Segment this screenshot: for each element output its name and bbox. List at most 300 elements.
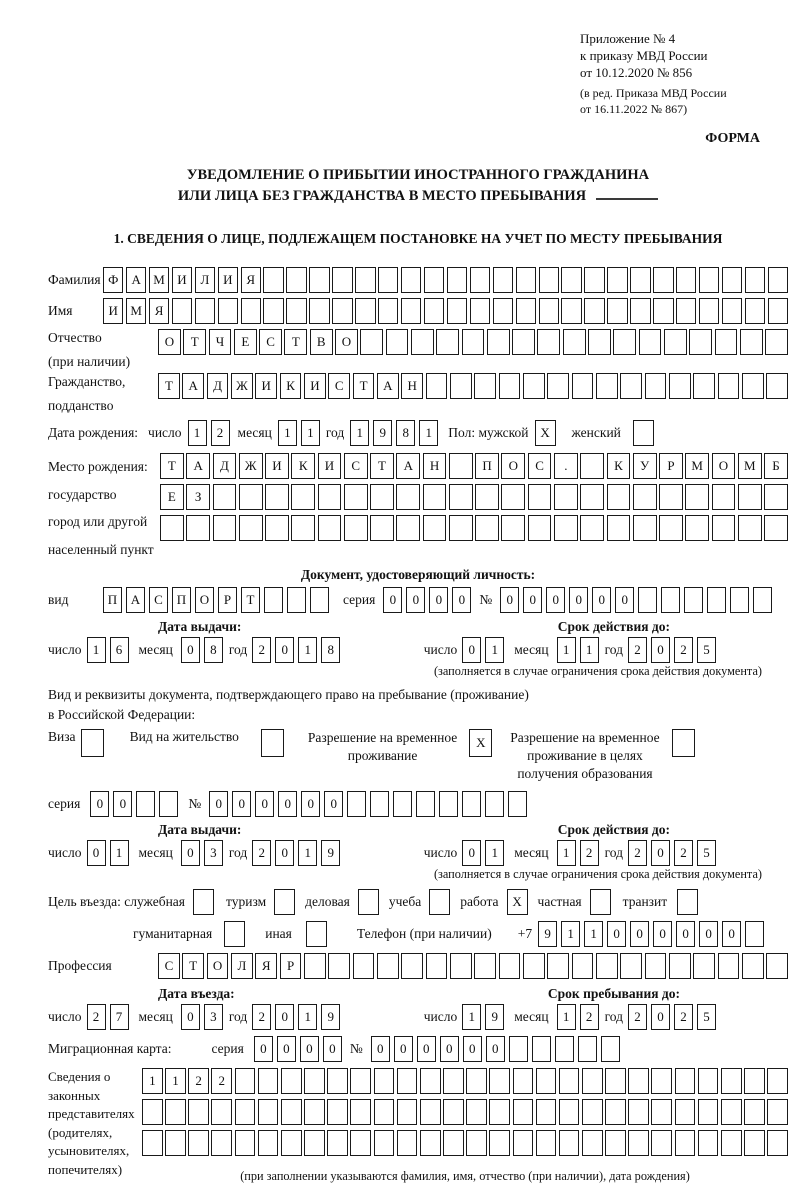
form-cell[interactable]: [523, 373, 545, 399]
form-cell[interactable]: А: [182, 373, 204, 399]
form-cell[interactable]: [745, 267, 765, 293]
form-cell[interactable]: [281, 1130, 302, 1156]
form-cell[interactable]: [309, 298, 329, 324]
form-cell[interactable]: 0: [462, 840, 481, 866]
form-cell[interactable]: 0: [630, 921, 649, 947]
form-cell[interactable]: 0: [371, 1036, 390, 1062]
form-cell[interactable]: [142, 1099, 163, 1125]
form-cell[interactable]: [764, 515, 788, 541]
form-cell[interactable]: [721, 1099, 742, 1125]
form-cell[interactable]: 2: [628, 840, 647, 866]
form-cell[interactable]: 5: [697, 840, 716, 866]
form-cell[interactable]: [489, 1130, 510, 1156]
form-cell[interactable]: 2: [211, 420, 230, 446]
form-cell[interactable]: [572, 953, 594, 979]
form-cell[interactable]: А: [186, 453, 210, 479]
form-cell[interactable]: [605, 1068, 626, 1094]
form-cell[interactable]: [466, 1099, 487, 1125]
form-cell[interactable]: [401, 953, 423, 979]
form-cell[interactable]: [350, 1130, 371, 1156]
form-cell[interactable]: [684, 587, 703, 613]
form-cell[interactable]: [712, 484, 736, 510]
form-cell[interactable]: [718, 953, 740, 979]
form-cell[interactable]: 0: [87, 840, 106, 866]
form-cell[interactable]: 0: [383, 587, 402, 613]
form-cell[interactable]: [211, 1099, 232, 1125]
form-cell[interactable]: [675, 1099, 696, 1125]
form-cell[interactable]: Е: [160, 484, 184, 510]
form-cell[interactable]: Т: [370, 453, 394, 479]
form-cell[interactable]: [396, 484, 420, 510]
form-cell[interactable]: [744, 1099, 765, 1125]
form-cell[interactable]: [332, 298, 352, 324]
form-cell[interactable]: [718, 373, 740, 399]
form-cell[interactable]: А: [126, 587, 145, 613]
form-cell[interactable]: 2: [580, 1004, 599, 1030]
form-cell[interactable]: [721, 1068, 742, 1094]
form-cell[interactable]: [513, 1099, 534, 1125]
form-cell[interactable]: С: [259, 329, 282, 355]
form-cell[interactable]: [370, 515, 394, 541]
form-cell[interactable]: [555, 1036, 574, 1062]
form-cell[interactable]: [462, 329, 485, 355]
form-cell[interactable]: [582, 1130, 603, 1156]
form-cell[interactable]: [211, 1130, 232, 1156]
form-cell[interactable]: Т: [182, 953, 204, 979]
form-cell[interactable]: [698, 1068, 719, 1094]
form-cell[interactable]: С: [149, 587, 168, 613]
form-cell[interactable]: [561, 298, 581, 324]
form-cell[interactable]: [241, 298, 261, 324]
form-cell[interactable]: [607, 298, 627, 324]
form-cell[interactable]: [327, 1130, 348, 1156]
form-cell[interactable]: 9: [538, 921, 557, 947]
form-cell[interactable]: [493, 267, 513, 293]
form-cell[interactable]: [689, 329, 712, 355]
form-cell[interactable]: 0: [406, 587, 425, 613]
form-cell[interactable]: [401, 298, 421, 324]
form-cell[interactable]: [429, 889, 450, 915]
form-cell[interactable]: [426, 953, 448, 979]
form-cell[interactable]: [466, 1130, 487, 1156]
form-cell[interactable]: [707, 587, 726, 613]
form-cell[interactable]: 1: [557, 1004, 576, 1030]
form-cell[interactable]: [374, 1130, 395, 1156]
form-cell[interactable]: [386, 329, 409, 355]
form-cell[interactable]: [672, 729, 695, 757]
form-cell[interactable]: 0: [546, 587, 565, 613]
form-cell[interactable]: Ф: [103, 267, 123, 293]
form-cell[interactable]: [470, 267, 490, 293]
form-cell[interactable]: 1: [462, 1004, 481, 1030]
form-cell[interactable]: [605, 1099, 626, 1125]
form-cell[interactable]: 1: [584, 921, 603, 947]
form-cell[interactable]: М: [738, 453, 762, 479]
form-cell[interactable]: [613, 329, 636, 355]
form-cell[interactable]: 1: [350, 420, 369, 446]
form-cell[interactable]: [309, 267, 329, 293]
form-cell[interactable]: [213, 515, 237, 541]
form-cell[interactable]: [744, 1068, 765, 1094]
form-cell[interactable]: [443, 1068, 464, 1094]
form-cell[interactable]: [287, 587, 306, 613]
form-cell[interactable]: [397, 1068, 418, 1094]
form-cell[interactable]: [722, 267, 742, 293]
form-cell[interactable]: В: [310, 329, 333, 355]
form-cell[interactable]: 0: [486, 1036, 505, 1062]
form-cell[interactable]: [767, 1130, 788, 1156]
form-cell[interactable]: [523, 953, 545, 979]
form-cell[interactable]: [424, 267, 444, 293]
form-cell[interactable]: [160, 515, 184, 541]
form-cell[interactable]: [605, 1130, 626, 1156]
form-cell[interactable]: [304, 1130, 325, 1156]
form-cell[interactable]: 1: [561, 921, 580, 947]
form-cell[interactable]: Д: [213, 453, 237, 479]
form-cell[interactable]: [159, 791, 178, 817]
form-cell[interactable]: 0: [209, 791, 228, 817]
form-cell[interactable]: [554, 484, 578, 510]
form-cell[interactable]: П: [172, 587, 191, 613]
form-cell[interactable]: [489, 1068, 510, 1094]
form-cell[interactable]: 0: [651, 840, 670, 866]
form-cell[interactable]: 1: [188, 420, 207, 446]
form-cell[interactable]: 5: [697, 637, 716, 663]
form-cell[interactable]: [420, 1099, 441, 1125]
form-cell[interactable]: [239, 515, 263, 541]
form-cell[interactable]: [607, 515, 631, 541]
form-cell[interactable]: 8: [396, 420, 415, 446]
form-cell[interactable]: [281, 1068, 302, 1094]
form-cell[interactable]: [420, 1130, 441, 1156]
form-cell[interactable]: [516, 267, 536, 293]
form-cell[interactable]: [261, 729, 284, 757]
form-cell[interactable]: [439, 791, 458, 817]
form-cell[interactable]: И: [218, 267, 238, 293]
form-cell[interactable]: [537, 329, 560, 355]
form-cell[interactable]: 3: [204, 1004, 223, 1030]
form-cell[interactable]: [350, 1099, 371, 1125]
form-cell[interactable]: [411, 329, 434, 355]
form-cell[interactable]: О: [501, 453, 525, 479]
form-cell[interactable]: 1: [557, 637, 576, 663]
form-cell[interactable]: [651, 1068, 672, 1094]
form-cell[interactable]: [712, 515, 736, 541]
form-cell[interactable]: 0: [500, 587, 519, 613]
form-cell[interactable]: .: [554, 453, 578, 479]
form-cell[interactable]: О: [207, 953, 229, 979]
form-cell[interactable]: 1: [165, 1068, 186, 1094]
form-cell[interactable]: [661, 587, 680, 613]
form-cell[interactable]: [745, 298, 765, 324]
form-cell[interactable]: 1: [298, 840, 317, 866]
form-cell[interactable]: [475, 484, 499, 510]
form-cell[interactable]: [539, 298, 559, 324]
form-cell[interactable]: [685, 484, 709, 510]
form-cell[interactable]: [559, 1130, 580, 1156]
form-cell[interactable]: 0: [394, 1036, 413, 1062]
form-cell[interactable]: Т: [284, 329, 307, 355]
form-cell[interactable]: П: [475, 453, 499, 479]
form-cell[interactable]: 0: [301, 791, 320, 817]
form-cell[interactable]: [645, 373, 667, 399]
form-cell[interactable]: [235, 1068, 256, 1094]
form-cell[interactable]: 2: [674, 840, 693, 866]
form-cell[interactable]: А: [396, 453, 420, 479]
form-cell[interactable]: 2: [674, 637, 693, 663]
form-cell[interactable]: [235, 1130, 256, 1156]
form-cell[interactable]: 0: [440, 1036, 459, 1062]
form-cell[interactable]: [188, 1099, 209, 1125]
form-cell[interactable]: [470, 298, 490, 324]
form-cell[interactable]: [142, 1130, 163, 1156]
form-cell[interactable]: [628, 1099, 649, 1125]
form-cell[interactable]: М: [149, 267, 169, 293]
form-cell[interactable]: 8: [321, 637, 340, 663]
form-cell[interactable]: [499, 373, 521, 399]
form-cell[interactable]: [263, 267, 283, 293]
form-cell[interactable]: 0: [463, 1036, 482, 1062]
form-cell[interactable]: X: [507, 889, 528, 915]
form-cell[interactable]: [213, 484, 237, 510]
form-cell[interactable]: [350, 1068, 371, 1094]
form-cell[interactable]: [396, 515, 420, 541]
form-cell[interactable]: [401, 267, 421, 293]
form-cell[interactable]: [580, 515, 604, 541]
form-cell[interactable]: [766, 953, 788, 979]
form-cell[interactable]: [580, 484, 604, 510]
form-cell[interactable]: [630, 267, 650, 293]
form-cell[interactable]: [651, 1130, 672, 1156]
form-cell[interactable]: [664, 329, 687, 355]
form-cell[interactable]: [765, 329, 788, 355]
form-cell[interactable]: 0: [615, 587, 634, 613]
form-cell[interactable]: [489, 1099, 510, 1125]
form-cell[interactable]: [186, 515, 210, 541]
form-cell[interactable]: [258, 1099, 279, 1125]
form-cell[interactable]: [318, 515, 342, 541]
form-cell[interactable]: [370, 484, 394, 510]
form-cell[interactable]: [722, 298, 742, 324]
form-cell[interactable]: И: [318, 453, 342, 479]
form-cell[interactable]: [274, 889, 295, 915]
form-cell[interactable]: [516, 298, 536, 324]
form-cell[interactable]: [424, 298, 444, 324]
form-cell[interactable]: Б: [764, 453, 788, 479]
form-cell[interactable]: 1: [419, 420, 438, 446]
form-cell[interactable]: [677, 889, 698, 915]
form-cell[interactable]: [265, 515, 289, 541]
form-cell[interactable]: [332, 267, 352, 293]
form-cell[interactable]: Л: [231, 953, 253, 979]
form-cell[interactable]: [501, 515, 525, 541]
form-cell[interactable]: Е: [234, 329, 257, 355]
form-cell[interactable]: [291, 515, 315, 541]
form-cell[interactable]: [590, 889, 611, 915]
form-cell[interactable]: [165, 1099, 186, 1125]
form-cell[interactable]: [563, 329, 586, 355]
form-cell[interactable]: [698, 1130, 719, 1156]
form-cell[interactable]: 0: [429, 587, 448, 613]
form-cell[interactable]: 0: [181, 1004, 200, 1030]
form-cell[interactable]: [745, 921, 764, 947]
form-cell[interactable]: Р: [218, 587, 237, 613]
form-cell[interactable]: 0: [676, 921, 695, 947]
form-cell[interactable]: [532, 1036, 551, 1062]
form-cell[interactable]: [539, 267, 559, 293]
form-cell[interactable]: Д: [207, 373, 229, 399]
form-cell[interactable]: 0: [275, 1004, 294, 1030]
form-cell[interactable]: Т: [183, 329, 206, 355]
form-cell[interactable]: [353, 953, 375, 979]
form-cell[interactable]: К: [291, 453, 315, 479]
form-cell[interactable]: [304, 953, 326, 979]
form-cell[interactable]: [443, 1130, 464, 1156]
form-cell[interactable]: 2: [87, 1004, 106, 1030]
form-cell[interactable]: [645, 953, 667, 979]
form-cell[interactable]: [620, 373, 642, 399]
form-cell[interactable]: [136, 791, 155, 817]
form-cell[interactable]: [633, 420, 654, 446]
form-cell[interactable]: 0: [569, 587, 588, 613]
form-cell[interactable]: П: [103, 587, 122, 613]
form-cell[interactable]: О: [712, 453, 736, 479]
form-cell[interactable]: [397, 1099, 418, 1125]
form-cell[interactable]: 0: [277, 1036, 296, 1062]
form-cell[interactable]: [536, 1130, 557, 1156]
form-cell[interactable]: [378, 298, 398, 324]
form-cell[interactable]: [588, 329, 611, 355]
form-cell[interactable]: [740, 329, 763, 355]
form-cell[interactable]: [693, 953, 715, 979]
form-cell[interactable]: [508, 791, 527, 817]
form-cell[interactable]: [355, 267, 375, 293]
form-cell[interactable]: 0: [722, 921, 741, 947]
form-cell[interactable]: К: [280, 373, 302, 399]
form-cell[interactable]: [304, 1099, 325, 1125]
form-cell[interactable]: [450, 953, 472, 979]
form-cell[interactable]: И: [265, 453, 289, 479]
form-cell[interactable]: [693, 373, 715, 399]
form-cell[interactable]: И: [172, 267, 192, 293]
form-cell[interactable]: [358, 889, 379, 915]
form-cell[interactable]: 0: [181, 637, 200, 663]
form-cell[interactable]: [509, 1036, 528, 1062]
form-cell[interactable]: 0: [417, 1036, 436, 1062]
form-cell[interactable]: О: [158, 329, 181, 355]
form-cell[interactable]: 9: [321, 1004, 340, 1030]
form-cell[interactable]: 0: [607, 921, 626, 947]
form-cell[interactable]: 1: [485, 637, 504, 663]
form-cell[interactable]: [685, 515, 709, 541]
form-cell[interactable]: 0: [113, 791, 132, 817]
form-cell[interactable]: [462, 791, 481, 817]
form-cell[interactable]: [449, 484, 473, 510]
form-cell[interactable]: [559, 1099, 580, 1125]
form-cell[interactable]: [536, 1099, 557, 1125]
form-cell[interactable]: [676, 267, 696, 293]
form-cell[interactable]: [572, 373, 594, 399]
form-cell[interactable]: [224, 921, 245, 947]
form-cell[interactable]: 0: [324, 791, 343, 817]
form-cell[interactable]: [485, 791, 504, 817]
form-cell[interactable]: 1: [110, 840, 129, 866]
form-cell[interactable]: [397, 1130, 418, 1156]
form-cell[interactable]: [487, 329, 510, 355]
form-cell[interactable]: Л: [195, 267, 215, 293]
form-cell[interactable]: Р: [280, 953, 302, 979]
form-cell[interactable]: [239, 484, 263, 510]
form-cell[interactable]: 1: [278, 420, 297, 446]
form-cell[interactable]: [721, 1130, 742, 1156]
form-cell[interactable]: [744, 1130, 765, 1156]
form-cell[interactable]: 7: [110, 1004, 129, 1030]
form-cell[interactable]: [628, 1130, 649, 1156]
form-cell[interactable]: [738, 515, 762, 541]
form-cell[interactable]: X: [535, 420, 556, 446]
form-cell[interactable]: [730, 587, 749, 613]
form-cell[interactable]: [218, 298, 238, 324]
form-cell[interactable]: [607, 267, 627, 293]
form-cell[interactable]: [235, 1099, 256, 1125]
form-cell[interactable]: 2: [628, 1004, 647, 1030]
form-cell[interactable]: [286, 298, 306, 324]
form-cell[interactable]: [344, 515, 368, 541]
form-cell[interactable]: [699, 267, 719, 293]
form-cell[interactable]: [580, 453, 604, 479]
form-cell[interactable]: [528, 484, 552, 510]
form-cell[interactable]: Я: [255, 953, 277, 979]
form-cell[interactable]: 0: [651, 637, 670, 663]
form-cell[interactable]: 0: [90, 791, 109, 817]
form-cell[interactable]: 0: [300, 1036, 319, 1062]
form-cell[interactable]: [318, 484, 342, 510]
form-cell[interactable]: [620, 953, 642, 979]
form-cell[interactable]: [639, 329, 662, 355]
form-cell[interactable]: 0: [462, 637, 481, 663]
form-cell[interactable]: [347, 791, 366, 817]
form-cell[interactable]: [513, 1130, 534, 1156]
form-cell[interactable]: Т: [160, 453, 184, 479]
form-cell[interactable]: [423, 515, 447, 541]
form-cell[interactable]: [377, 953, 399, 979]
form-cell[interactable]: 9: [321, 840, 340, 866]
form-cell[interactable]: [578, 1036, 597, 1062]
form-cell[interactable]: [165, 1130, 186, 1156]
form-cell[interactable]: [327, 1068, 348, 1094]
form-cell[interactable]: 1: [557, 840, 576, 866]
form-cell[interactable]: [436, 329, 459, 355]
form-cell[interactable]: [653, 298, 673, 324]
form-cell[interactable]: [172, 298, 192, 324]
form-cell[interactable]: 0: [523, 587, 542, 613]
form-cell[interactable]: [698, 1099, 719, 1125]
form-cell[interactable]: 0: [275, 637, 294, 663]
form-cell[interactable]: [447, 267, 467, 293]
form-cell[interactable]: 5: [697, 1004, 716, 1030]
form-cell[interactable]: 2: [628, 637, 647, 663]
form-cell[interactable]: [528, 515, 552, 541]
form-cell[interactable]: [547, 953, 569, 979]
form-cell[interactable]: [767, 1068, 788, 1094]
form-cell[interactable]: [378, 267, 398, 293]
form-cell[interactable]: [651, 1099, 672, 1125]
form-cell[interactable]: С: [528, 453, 552, 479]
form-cell[interactable]: О: [335, 329, 358, 355]
form-cell[interactable]: [742, 373, 764, 399]
form-cell[interactable]: [582, 1099, 603, 1125]
form-cell[interactable]: 2: [252, 637, 271, 663]
